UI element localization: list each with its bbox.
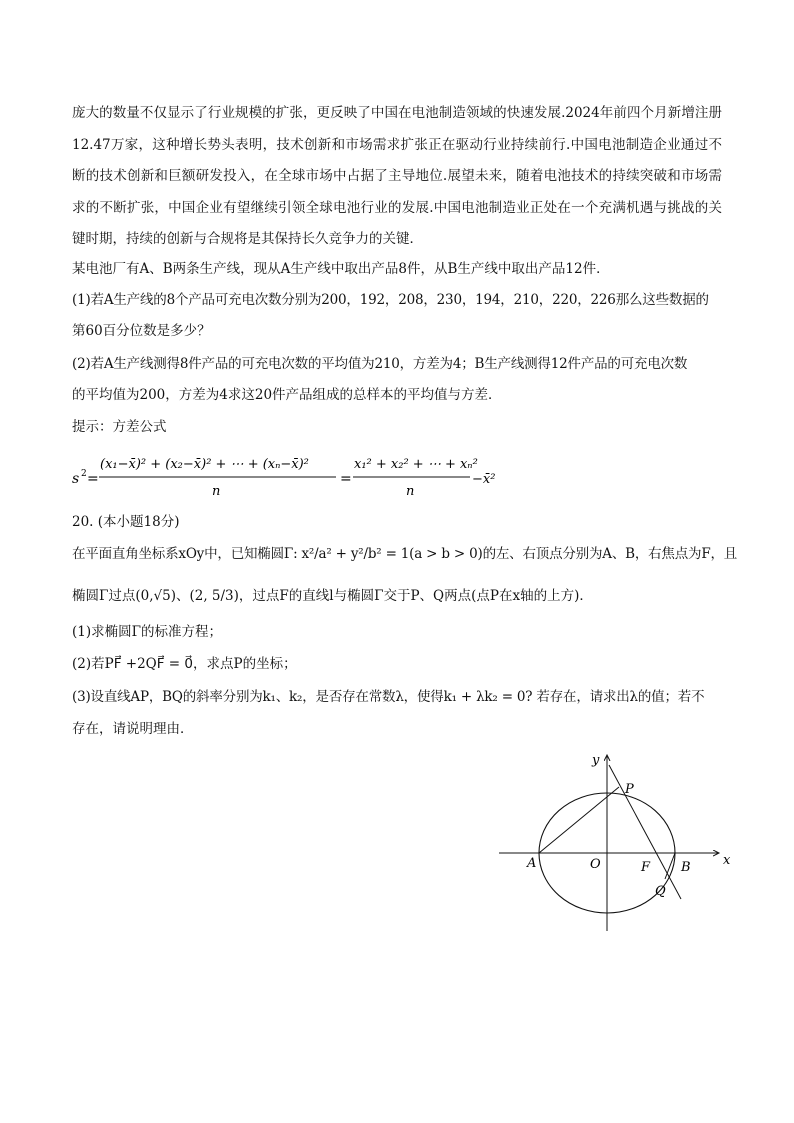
- q20-header: 20. (本小题18分): [72, 514, 180, 530]
- formula-lhs-exp: 2: [81, 469, 87, 479]
- label-A: A: [527, 856, 537, 871]
- label-Q: Q: [655, 884, 666, 899]
- q20-line2: 椭圆Γ过点(0,√5)、(2, 5/3)，过点F的直线l与椭圆Γ交于P、Q两点(点P在x轴的上方)．: [72, 588, 593, 604]
- label-O: O: [590, 857, 601, 872]
- q19-part1-line2: 第60百分位数是多少？: [72, 323, 211, 339]
- formula-numerator-2: x₁² + x₂² + ⋯ + xₙ²: [354, 457, 478, 472]
- formula-denominator-1: n: [212, 484, 221, 499]
- q20-part2: (2)若PF⃗ +2QF⃗ = 0⃗，求点P的坐标；: [72, 656, 297, 672]
- ellipse-figure: [497, 747, 749, 933]
- variance-formula: [72, 450, 512, 502]
- q20-part3-line1: (3)设直线AP，BQ的斜率分别为k₁、k₂，是否存在常数λ，使得k₁ + λk₂ = 0? 若存在，请求出λ的值；若不: [72, 689, 705, 705]
- q19-part1-line1: (1)若A生产线的8个产品可充电次数分别为200，192，208，230，194，210，220，226那么这些数据的: [72, 292, 709, 308]
- q19-part2-line1: (2)若A生产线测得8件产品的可充电次数的平均值为210，方差为4；B生产线测得12件产品的可充电次数: [72, 356, 688, 372]
- q19-part2-line2: 的平均值为200，方差为4求这20件产品组成的总样本的平均值与方差．: [72, 387, 502, 403]
- q19-hint: 提示：方差公式: [72, 419, 167, 435]
- line-l-through-F: [609, 765, 681, 899]
- q20-line1: 在平面直角坐标系xOy中，已知椭圆Γ: x²/a² + y²/b² = 1(a > b > 0)的左、右顶点分别为A、B，右焦点为F，且: [72, 546, 738, 562]
- q20-part3-line2: 存在，请说明理由．: [72, 721, 194, 737]
- formula-denominator-2: n: [406, 484, 415, 499]
- formula-tail: −x̄²: [472, 472, 496, 487]
- q19-setup: 某电池厂有A、B两条生产线，现从A生产线中取出产品8件，从B生产线中取出产品12件．: [72, 261, 610, 277]
- label-F: F: [641, 860, 651, 875]
- label-B: B: [681, 860, 691, 875]
- formula-equals-2: =: [340, 471, 352, 487]
- formula-lhs: s: [72, 471, 80, 487]
- intro-paragraph: 庞大的数量不仅显示了行业规模的扩张，更反映了中国在电池制造领域的快速发展.2024年前四个月新增注册12.47万家，这种增长势头表明，技术创新和市场需求扩张正在驱动行业持续前行.中国电池制造企业通过不断的技术创新和巨额研发投入，在全球市场中占据了主导地位.展望未来，随着电池技术的持续突破和市场需求的不断扩张，中国企业有望继续引领全球电池行业的发展.中国电池制造业正处在一个充满机遇与挑战的关键时期，持续的创新与合规将是其保持长久竞争力的关键．: [72, 105, 722, 247]
- formula-equals-1: =: [87, 471, 99, 487]
- q20-part1: (1)求椭圆Γ的标准方程；: [72, 624, 222, 640]
- label-P: P: [625, 782, 634, 797]
- formula-numerator-1: (x₁−x̄)² + (x₂−x̄)² + ⋯ + (xₙ−x̄)²: [100, 457, 309, 472]
- label-x: x: [723, 853, 731, 868]
- label-y: y: [592, 753, 600, 768]
